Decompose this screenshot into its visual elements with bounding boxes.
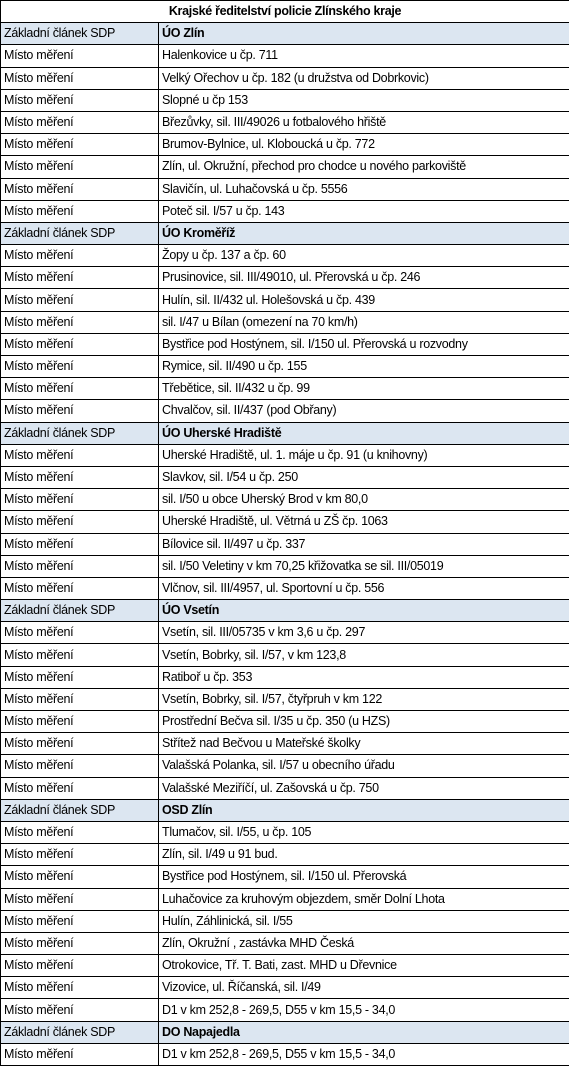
table-row <box>1 577 569 599</box>
row-location: Velký Ořechov u čp. 182 (u družstva od Dobrkovic) <box>159 67 569 89</box>
section-office: ÚO Kroměříž <box>159 222 569 244</box>
table-body <box>1 23 569 1066</box>
table-row <box>1 844 569 866</box>
row-label: Místo měření <box>1 821 159 843</box>
table-row <box>1 711 569 733</box>
row-location: Bílovice sil. II/497 u čp. 337 <box>159 533 569 555</box>
row-label: Místo měření <box>1 533 159 555</box>
row-label: Místo měření <box>1 577 159 599</box>
table-row <box>1 932 569 954</box>
row-location: Otrokovice, Tř. T. Bati, zast. MHD u Dřevnice <box>159 955 569 977</box>
row-location: Brumov-Bylnice, ul. Kloboucká u čp. 772 <box>159 134 569 156</box>
row-label: Místo měření <box>1 1043 159 1065</box>
row-label: Místo měření <box>1 644 159 666</box>
row-label: Místo měření <box>1 378 159 400</box>
section-header-row <box>1 799 569 821</box>
table-row <box>1 267 569 289</box>
row-label: Místo měření <box>1 910 159 932</box>
row-label: Místo měření <box>1 400 159 422</box>
table-row <box>1 356 569 378</box>
table-row <box>1 666 569 688</box>
table-row <box>1 67 569 89</box>
table-row <box>1 555 569 577</box>
row-label: Místo měření <box>1 267 159 289</box>
table-row <box>1 755 569 777</box>
row-label: Místo měření <box>1 111 159 133</box>
row-label: Místo měření <box>1 622 159 644</box>
table-row <box>1 888 569 910</box>
row-location: Poteč sil. I/57 u čp. 143 <box>159 200 569 222</box>
table-title-row <box>1 1 569 23</box>
row-label: Místo měření <box>1 67 159 89</box>
row-location: Zlín, Okružní , zastávka MHD Česká <box>159 932 569 954</box>
row-label: Místo měření <box>1 888 159 910</box>
section-header-row <box>1 422 569 444</box>
section-office: ÚO Vsetín <box>159 600 569 622</box>
section-office: DO Napajedla <box>159 1021 569 1043</box>
row-location: sil. I/47 u Bílan (omezení na 70 km/h) <box>159 311 569 333</box>
row-location: Březůvky, sil. III/49026 u fotbalového hřiště <box>159 111 569 133</box>
section-label: Základní článek SDP <box>1 222 159 244</box>
table-row <box>1 178 569 200</box>
row-location: Chvalčov, sil. II/437 (pod Obřany) <box>159 400 569 422</box>
row-label: Místo měření <box>1 311 159 333</box>
row-label: Místo měření <box>1 200 159 222</box>
row-label: Místo měření <box>1 844 159 866</box>
row-label: Místo měření <box>1 245 159 267</box>
section-header-row <box>1 1021 569 1043</box>
table-row <box>1 821 569 843</box>
section-label: Základní článek SDP <box>1 600 159 622</box>
table-row <box>1 89 569 111</box>
row-location: Ratiboř u čp. 353 <box>159 666 569 688</box>
table-row <box>1 245 569 267</box>
section-header-row <box>1 23 569 45</box>
section-label: Základní článek SDP <box>1 422 159 444</box>
row-label: Místo měření <box>1 333 159 355</box>
row-location: Vsetín, Bobrky, sil. I/57, v km 123,8 <box>159 644 569 666</box>
row-location: Luhačovice za kruhovým objezdem, směr Dolní Lhota <box>159 888 569 910</box>
row-location: Zlín, sil. I/49 u 91 bud. <box>159 844 569 866</box>
row-location: Uherské Hradiště, ul. 1. máje u čp. 91 (u knihovny) <box>159 444 569 466</box>
row-location: Vsetín, sil. III/05735 v km 3,6 u čp. 297 <box>159 622 569 644</box>
section-office: OSD Zlín <box>159 799 569 821</box>
row-label: Místo měření <box>1 134 159 156</box>
row-label: Místo měření <box>1 45 159 67</box>
row-location: Valašské Meziříčí, ul. Zašovská u čp. 750 <box>159 777 569 799</box>
row-label: Místo měření <box>1 666 159 688</box>
section-label: Základní článek SDP <box>1 799 159 821</box>
table-row <box>1 489 569 511</box>
table-row <box>1 289 569 311</box>
row-location: Vizovice, ul. Říčanská, sil. I/49 <box>159 977 569 999</box>
row-location: Třebětice, sil. II/432 u čp. 99 <box>159 378 569 400</box>
table-row <box>1 466 569 488</box>
row-location: Hulín, sil. II/432 ul. Holešovská u čp. 439 <box>159 289 569 311</box>
table-row <box>1 111 569 133</box>
table-row <box>1 910 569 932</box>
row-location: Slavkov, sil. I/54 u čp. 250 <box>159 466 569 488</box>
row-label: Místo měření <box>1 711 159 733</box>
row-location: Vlčnov, sil. III/4957, ul. Sportovní u čp. 556 <box>159 577 569 599</box>
table-row <box>1 977 569 999</box>
row-location: sil. I/50 u obce Uherský Brod v km 80,0 <box>159 489 569 511</box>
row-location: Bystřice pod Hostýnem, sil. I/150 ul. Přerovská u rozvodny <box>159 333 569 355</box>
table-row <box>1 1043 569 1065</box>
table-row <box>1 955 569 977</box>
row-location: Prusinovice, sil. III/49010, ul. Přerovská u čp. 246 <box>159 267 569 289</box>
row-label: Místo měření <box>1 466 159 488</box>
row-label: Místo měření <box>1 489 159 511</box>
row-location: Tlumačov, sil. I/55, u čp. 105 <box>159 821 569 843</box>
row-location: Zlín, ul. Okružní, přechod pro chodce u nového parkoviště <box>159 156 569 178</box>
table-row <box>1 999 569 1021</box>
row-label: Místo měření <box>1 555 159 577</box>
row-location: Střítež nad Bečvou u Mateřské školky <box>159 733 569 755</box>
row-label: Místo měření <box>1 733 159 755</box>
table-row <box>1 156 569 178</box>
row-label: Místo měření <box>1 511 159 533</box>
row-location: Valašská Polanka, sil. I/57 u obecního úřadu <box>159 755 569 777</box>
table-row <box>1 311 569 333</box>
row-label: Místo měření <box>1 89 159 111</box>
row-location: Rymice, sil. II/490 u čp. 155 <box>159 356 569 378</box>
row-location: Slavičín, ul. Luhačovská u čp. 5556 <box>159 178 569 200</box>
row-label: Místo měření <box>1 688 159 710</box>
row-label: Místo měření <box>1 977 159 999</box>
row-location: Halenkovice u čp. 711 <box>159 45 569 67</box>
row-label: Místo měření <box>1 866 159 888</box>
row-label: Místo měření <box>1 932 159 954</box>
row-location: Prostřední Bečva sil. I/35 u čp. 350 (u HZS) <box>159 711 569 733</box>
table-row <box>1 866 569 888</box>
table-row <box>1 45 569 67</box>
section-office: ÚO Uherské Hradiště <box>159 422 569 444</box>
row-label: Místo měření <box>1 444 159 466</box>
table-row <box>1 644 569 666</box>
row-label: Místo měření <box>1 356 159 378</box>
table-row <box>1 378 569 400</box>
row-location: Slopné u čp 153 <box>159 89 569 111</box>
row-label: Místo měření <box>1 955 159 977</box>
row-location: sil. I/50 Veletiny v km 70,25 křižovatka se sil. III/05019 <box>159 555 569 577</box>
table-row <box>1 200 569 222</box>
table-title: Krajské ředitelství policie Zlínského kraje <box>1 1 569 23</box>
row-label: Místo měření <box>1 999 159 1021</box>
table-row <box>1 533 569 555</box>
table-row <box>1 511 569 533</box>
row-location: Hulín, Záhlinická, sil. I/55 <box>159 910 569 932</box>
table-row <box>1 400 569 422</box>
row-label: Místo měření <box>1 178 159 200</box>
row-label: Místo měření <box>1 156 159 178</box>
row-label: Místo měření <box>1 755 159 777</box>
table-row <box>1 333 569 355</box>
table-row <box>1 444 569 466</box>
section-header-row <box>1 600 569 622</box>
section-header-row <box>1 222 569 244</box>
row-label: Místo měření <box>1 289 159 311</box>
row-location: Bystřice pod Hostýnem, sil. I/150 ul. Přerovská <box>159 866 569 888</box>
row-label: Místo měření <box>1 777 159 799</box>
row-location: Vsetín, Bobrky, sil. I/57, čtyřpruh v km 122 <box>159 688 569 710</box>
table-row <box>1 777 569 799</box>
table-row <box>1 688 569 710</box>
row-location: D1 v km 252,8 - 269,5, D55 v km 15,5 - 34,0 <box>159 1043 569 1065</box>
row-location: Uherské Hradiště, ul. Větrná u ZŠ čp. 1063 <box>159 511 569 533</box>
table-row <box>1 622 569 644</box>
table-row <box>1 134 569 156</box>
row-location: D1 v km 252,8 - 269,5, D55 v km 15,5 - 34,0 <box>159 999 569 1021</box>
section-label: Základní článek SDP <box>1 1021 159 1043</box>
row-location: Žopy u čp. 137 a čp. 60 <box>159 245 569 267</box>
section-office: ÚO Zlín <box>159 23 569 45</box>
table-row <box>1 733 569 755</box>
section-label: Základní článek SDP <box>1 23 159 45</box>
